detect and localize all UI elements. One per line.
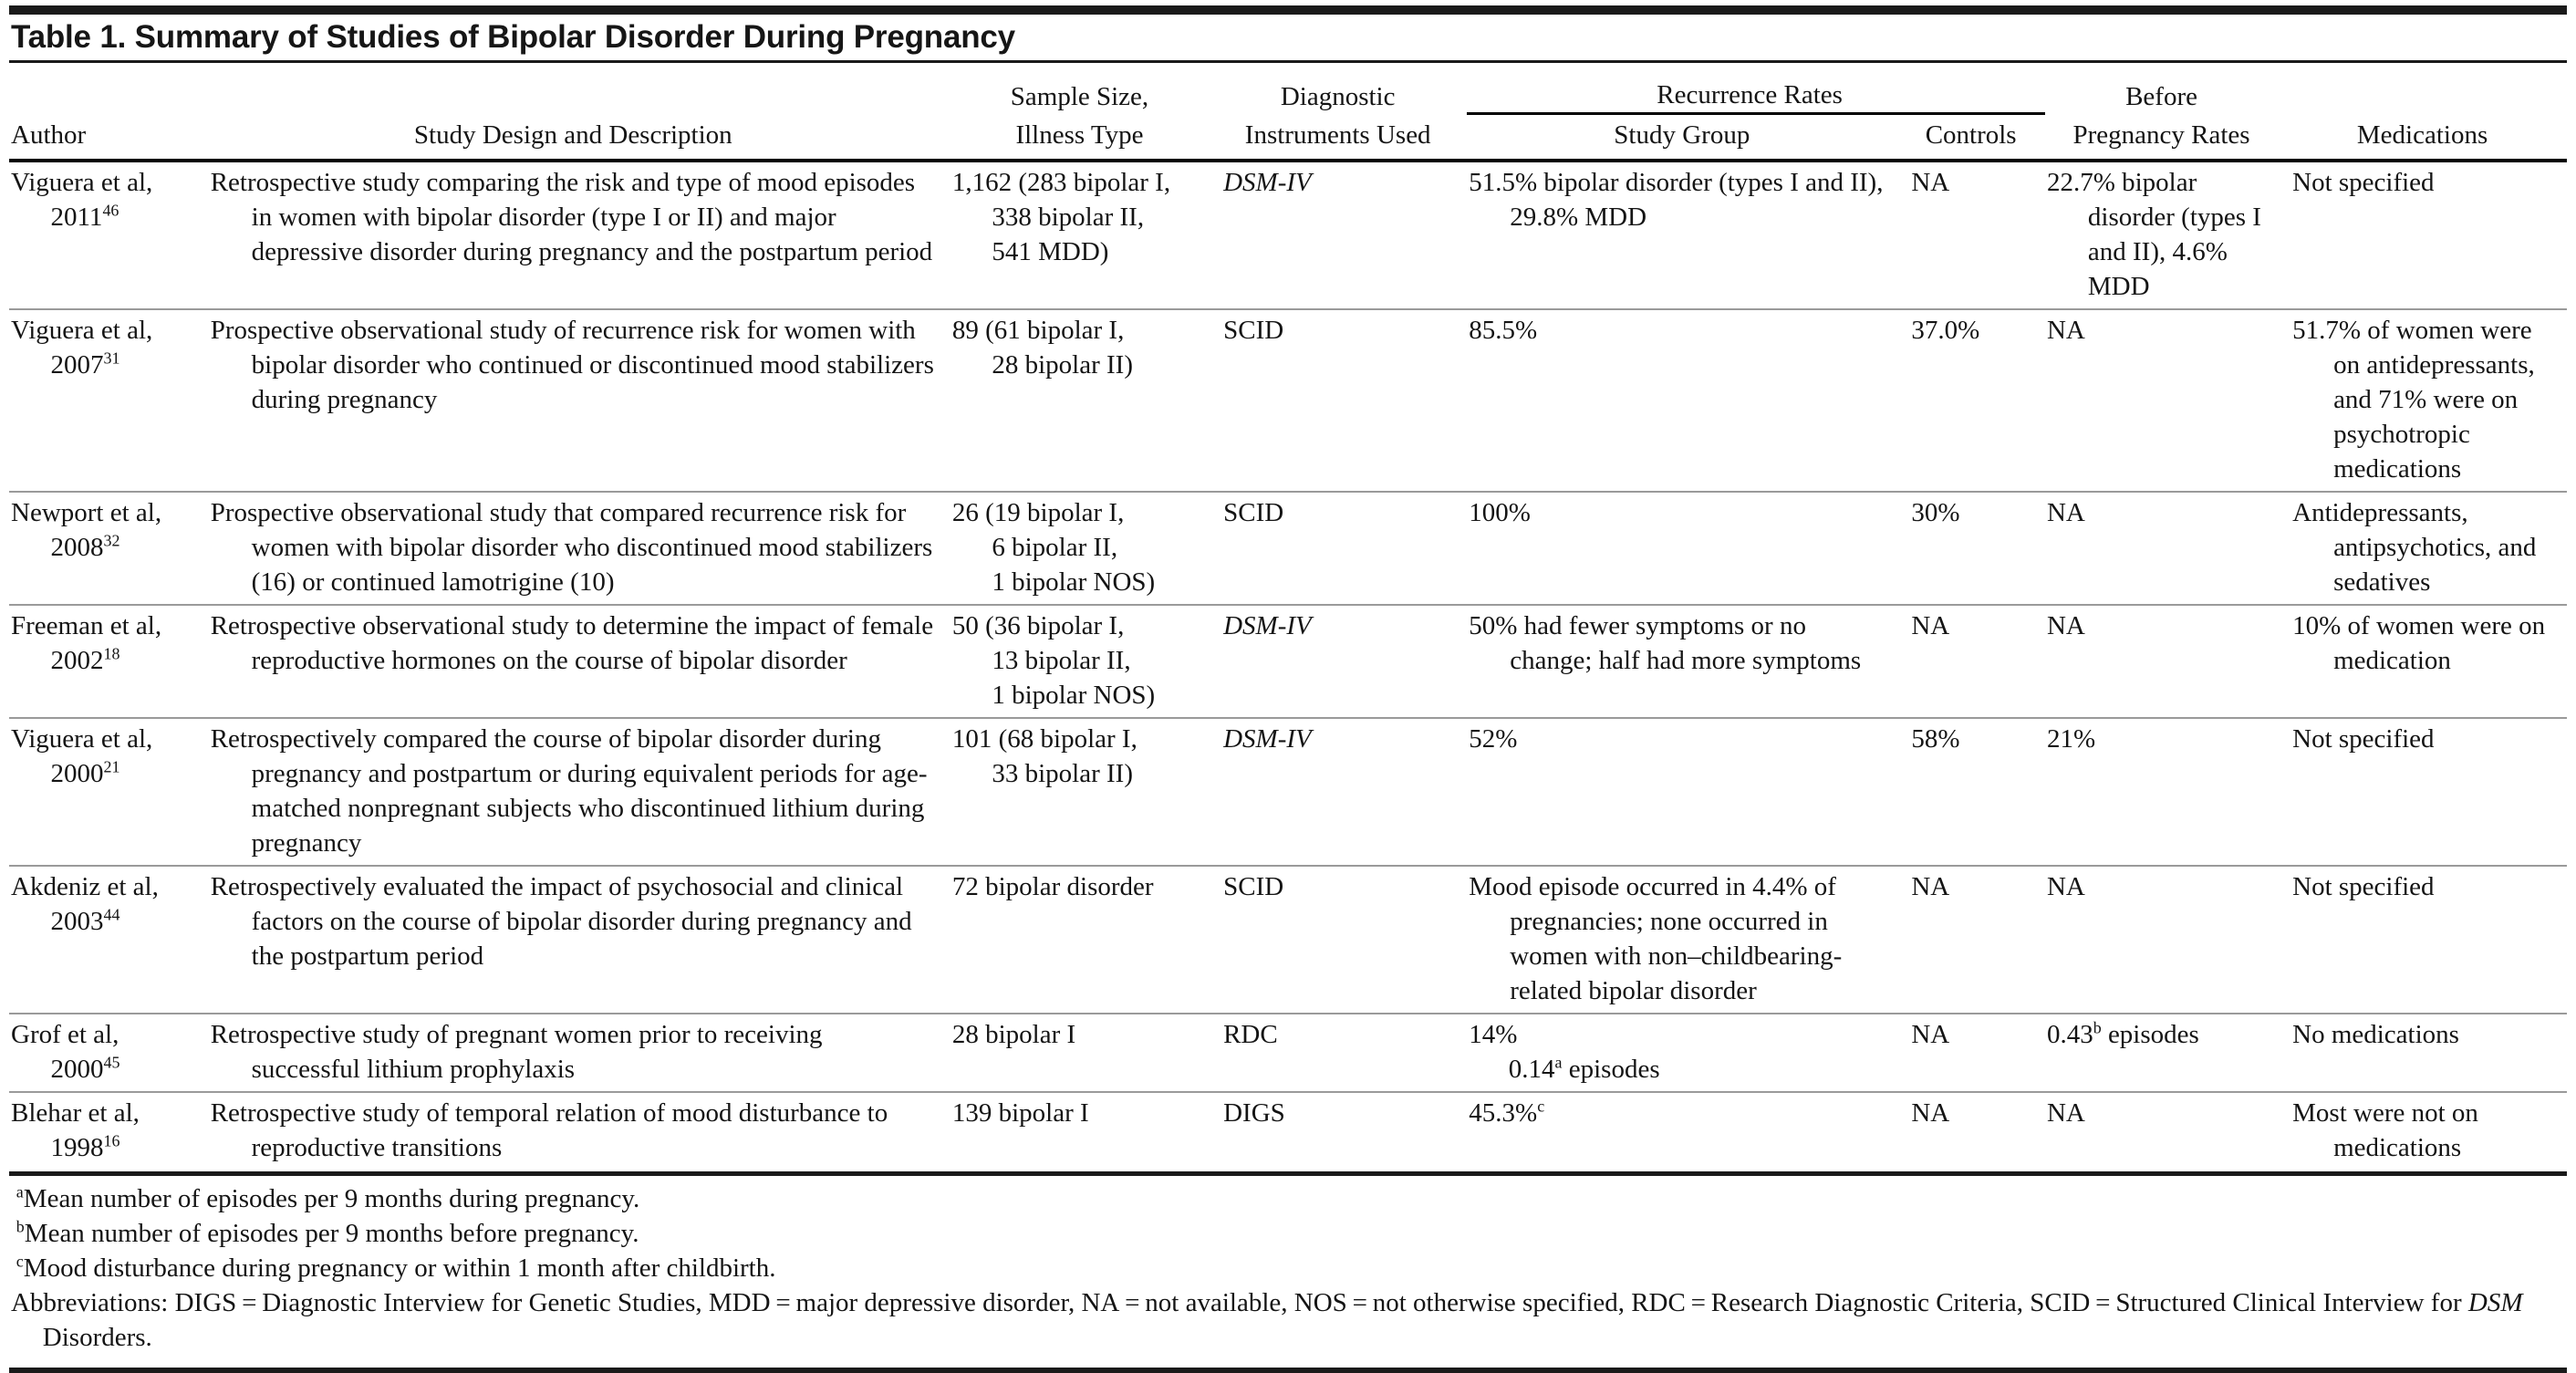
footnote: $^b$Mean number of episodes per 9 months before pregnancy. xyxy=(16,1217,639,1248)
cell-study-group: 85.5% xyxy=(1469,316,1538,345)
bottom-rule xyxy=(9,1368,2567,1373)
header-row-top xyxy=(9,70,2567,114)
cell-author: Newport et al, 2008$^{32}$ xyxy=(11,498,162,562)
cell-instrument: DSM-IV xyxy=(1223,611,1312,640)
cell-before: 21% xyxy=(2046,724,2096,754)
table-body xyxy=(9,161,2567,1170)
col-header-recurrence-rates: Recurrence Rates xyxy=(1467,70,2045,114)
cell-before: NA xyxy=(2046,872,2085,901)
cell-controls: NA xyxy=(1911,1098,1950,1128)
cell-medications: 10% of women were on medication xyxy=(2292,611,2546,675)
cell-instrument: RDC xyxy=(1223,1020,1278,1049)
title-rule xyxy=(9,60,2567,63)
cell-sample: 50 (36 bipolar I, 13 bipolar II, 1 bipolar NOS) xyxy=(951,611,1156,710)
table-row xyxy=(9,605,2567,718)
cell-author: Akdeniz et al, 2003$^{44}$ xyxy=(11,872,159,936)
cell-sample: 1,162 (283 bipolar I, 338 bipolar II, 541 MDD) xyxy=(951,168,1171,266)
cell-design: Retrospective study of pregnant women prior to receiving successful lithium prophylaxis xyxy=(210,1020,823,1084)
cell-study-group: 100% xyxy=(1469,498,1531,527)
header-row-bottom xyxy=(9,114,2567,161)
cell-medications: Most were not on medications xyxy=(2292,1098,2478,1162)
cell-controls: NA xyxy=(1911,168,1950,197)
cell-design: Retrospective study of temporal relation of mood disturbance to reproductive transitions xyxy=(210,1098,888,1162)
cell-study-group: 45.3%$^c$ xyxy=(1469,1097,1545,1128)
cell-controls: 37.0% xyxy=(1911,316,1980,345)
cell-design: Retrospective observational study to determine the impact of female reproductive hormones on the course of bipolar disorder xyxy=(210,611,934,675)
cell-before: 0.43$^b$ episodes xyxy=(2046,1018,2199,1049)
cell-controls: NA xyxy=(1911,611,1950,640)
cell-before: NA xyxy=(2046,498,2085,527)
cell-medications: 51.7% of women were on antidepressants, and 71% were on psychotropic medications xyxy=(2292,316,2535,484)
cell-instrument: DSM-IV xyxy=(1223,724,1312,754)
cell-design: Retrospectively evaluated the impact of psychosocial and clinical factors on the course of bipolar disorder during pregnancy and the postpartum period xyxy=(210,872,912,971)
footnote: $^a$Mean number of episodes per 9 months during pregnancy. xyxy=(16,1182,640,1213)
cell-before: NA xyxy=(2046,611,2085,640)
cell-instrument: DSM-IV xyxy=(1223,168,1312,197)
header-spacer xyxy=(2290,70,2567,114)
cell-before: NA xyxy=(2046,1098,2085,1128)
cell-controls: 58% xyxy=(1911,724,1960,754)
table-row xyxy=(9,492,2567,605)
cell-study-group: 50% had fewer symptoms or no change; half had more symptoms xyxy=(1469,611,1862,675)
col-header-controls: Controls xyxy=(1925,120,2017,150)
col-header-study-group: Study Group xyxy=(1614,120,1750,150)
cell-author: Viguera et al, 2011$^{46}$ xyxy=(11,168,153,232)
col-header-diagnostic-line2: Instruments Used xyxy=(1244,120,1431,150)
col-header-medications: Medications xyxy=(2356,120,2488,150)
abbreviations-note: Abbreviations: DIGS = Diagnostic Interview for Genetic Studies, MDD = major depressive disorder, NA = not available, NOS = not otherwise specified, RDC = Research Diagnostic Criteria, SCID = Structured Clinical Interview for DSM Disorders. xyxy=(11,1288,2523,1352)
col-header-before-line2: Pregnancy Rates xyxy=(2072,120,2250,150)
cell-author: Viguera et al, 2000$^{21}$ xyxy=(11,724,153,788)
table-title: Table 1. Summary of Studies of Bipolar Disorder During Pregnancy xyxy=(11,19,1015,55)
cell-design: Retrospective study comparing the risk and type of mood episodes in women with bipolar disorder (type I or II) and major depressive disorder during pregnancy and the postpartum period xyxy=(210,168,933,266)
cell-instrument: SCID xyxy=(1223,872,1284,901)
col-header-diagnostic-line1: Diagnostic xyxy=(1280,81,1396,111)
cell-medications: Not specified xyxy=(2292,724,2435,754)
cell-author: Viguera et al, 2007$^{31}$ xyxy=(11,316,153,380)
col-header-design: Study Design and Description xyxy=(413,120,732,150)
cell-sample: 72 bipolar disorder xyxy=(951,872,1154,901)
cell-instrument: DIGS xyxy=(1223,1098,1285,1128)
cell-design: Prospective observational study of recurrence risk for women with bipolar disorder who continued or discontinued mood stabilizers during pregnancy xyxy=(210,316,934,414)
cell-sample: 139 bipolar I xyxy=(951,1098,1089,1128)
table-row xyxy=(9,161,2567,309)
col-header-sample-line2: Illness Type xyxy=(1015,120,1144,150)
cell-before: 22.7% bipolar disorder (types I and II), 4.6% MDD xyxy=(2046,168,2261,301)
cell-before: NA xyxy=(2046,316,2085,345)
cell-controls: 30% xyxy=(1911,498,1960,527)
cell-instrument: SCID xyxy=(1223,498,1284,527)
col-header-author: Author xyxy=(11,120,87,150)
table-row xyxy=(9,866,2567,1014)
cell-study-group: 51.5% bipolar disorder (types I and II), 29.8% MDD xyxy=(1469,168,1884,232)
cell-study-group: Mood episode occurred in 4.4% of pregnancies; none occurred in women with non–childbearing-related bipolar disorder xyxy=(1469,872,1843,1005)
footnotes xyxy=(9,1176,2567,1364)
cell-author: Grof et al, 2000$^{45}$ xyxy=(11,1020,120,1084)
cell-sample: 89 (61 bipolar I, 28 bipolar II) xyxy=(951,316,1133,380)
cell-design: Retrospectively compared the course of bipolar disorder during pregnancy and postpartum or during equivalent periods for age-matched nonpregnant subjects who discontinued lithium during pregnancy xyxy=(210,724,928,858)
cell-controls: NA xyxy=(1911,872,1950,901)
header-spacer xyxy=(209,70,950,114)
table-row xyxy=(9,1092,2567,1170)
cell-sample: 101 (68 bipolar I, 33 bipolar II) xyxy=(951,724,1137,788)
table-header xyxy=(9,70,2567,161)
cell-sample: 28 bipolar I xyxy=(951,1020,1076,1049)
cell-medications: Not specified xyxy=(2292,168,2435,197)
top-rule xyxy=(9,5,2567,15)
cell-study-group: 52% xyxy=(1469,724,1518,754)
col-header-before-line1: Before xyxy=(2125,81,2197,111)
table-row xyxy=(9,1014,2567,1092)
cell-study-group: 14% 0.14$^a$ episodes xyxy=(1469,1020,1660,1084)
cell-medications: Not specified xyxy=(2292,872,2435,901)
cell-controls: NA xyxy=(1911,1020,1950,1049)
cell-instrument: SCID xyxy=(1223,316,1284,345)
footnote: $^c$Mood disturbance during pregnancy or within 1 month after childbirth. xyxy=(16,1252,776,1283)
cell-design: Prospective observational study that compared recurrence risk for women with bipolar disorder who discontinued mood stabilizers (16) or continued lamotrigine (10) xyxy=(210,498,933,597)
cell-medications: Antidepressants, antipsychotics, and sedatives xyxy=(2292,498,2537,597)
col-header-sample-line1: Sample Size, xyxy=(1010,81,1149,111)
cell-sample: 26 (19 bipolar I, 6 bipolar II, 1 bipolar NOS) xyxy=(951,498,1156,597)
cell-author: Freeman et al, 2002$^{18}$ xyxy=(11,611,162,675)
studies-table xyxy=(9,70,2567,1170)
header-spacer xyxy=(9,70,209,114)
table-row xyxy=(9,718,2567,866)
cell-medications: No medications xyxy=(2292,1020,2459,1049)
cell-author: Blehar et al, 1998$^{16}$ xyxy=(11,1098,140,1162)
table-row xyxy=(9,309,2567,492)
